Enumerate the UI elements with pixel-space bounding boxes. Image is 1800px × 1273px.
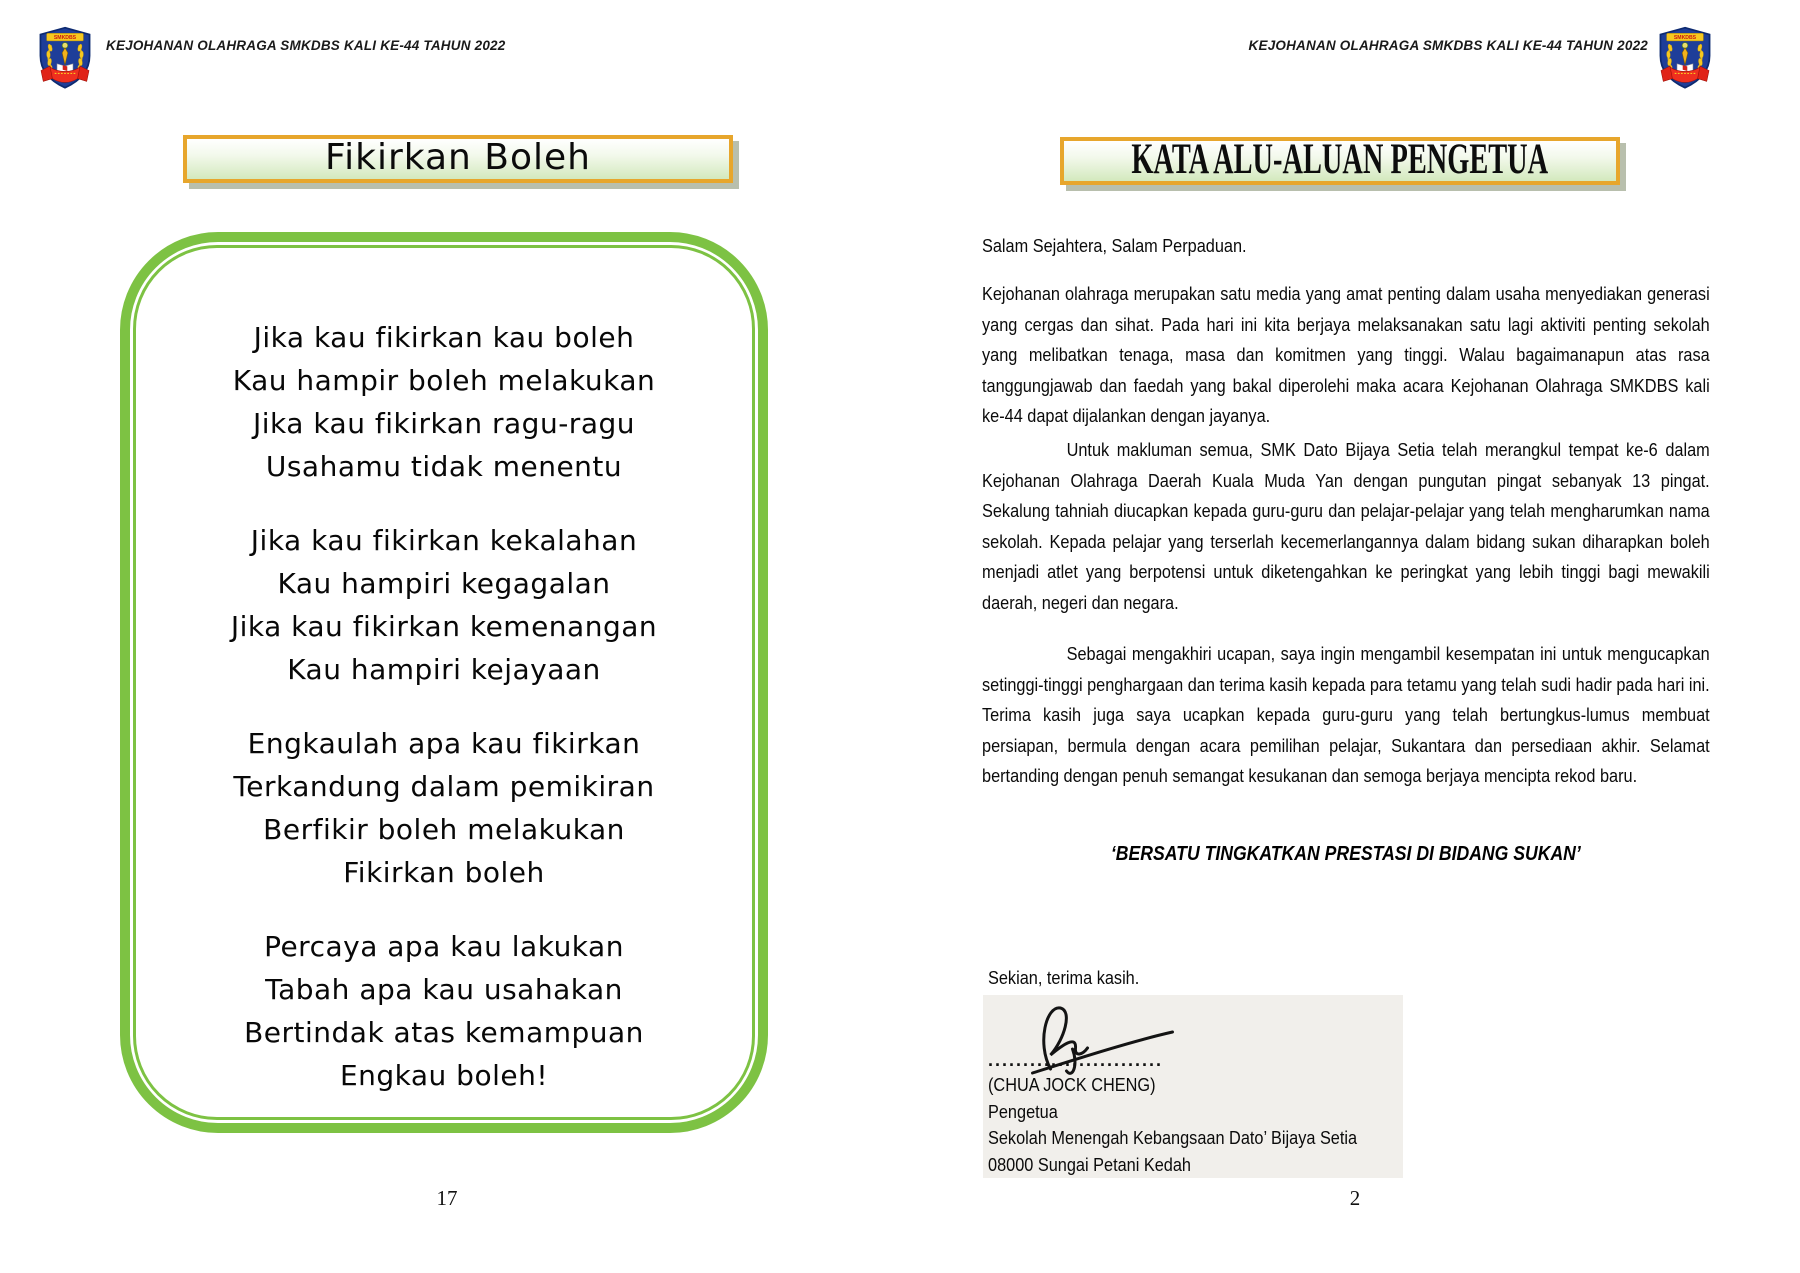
poem-border-box: [120, 232, 768, 1133]
poem-title: Fikirkan Boleh: [325, 137, 591, 178]
poem-stanza-4: [130, 925, 758, 1097]
greeting-line: Salam Sejahtera, Salam Perpaduan.: [982, 235, 1247, 256]
speech-title: KATA ALU-ALUAN PENGETUA: [1131, 135, 1549, 183]
poem-line: Kau hampiri kegagalan: [277, 567, 611, 600]
poem-line: Berfikir boleh melakukan: [263, 813, 625, 846]
poem-stanza-3: [130, 722, 758, 894]
signatory-name: (CHUA JOCK CHENG): [988, 1074, 1156, 1095]
poem-line: Tabah apa kau usahakan: [265, 973, 623, 1006]
speech-paragraph-1: Kejohanan olahraga merupakan satu media yang amat penting dalam usaha menyediakan generasi yang cergas dan sihat. Pada hari ini kita berjaya melaksanakan satu lagi aktiviti penting sekolah yang melibatkan tenaga, masa dan komitmen yang tinggi. Walau bagaimanapun atas rasa tanggungjawab dan faedah yang bakal diperolehi maka acara Kejohanan Olahraga SMKDBS kali ke-44 dapat dijalankan dengan jayanya.: [982, 283, 1710, 426]
poem-line: Kau hampir boleh melakukan: [232, 364, 656, 397]
speech-paragraph-3: Sebagai mengakhiri ucapan, saya ingin mengambil kesempatan ini untuk mengucapkan setinggi-tinggi penghargaan dan terima kasih kepada para tetamu yang telah sudi hadir pada hari ini. Terima kasih juga saya ucapkan kepada guru-guru yang telah bertungkus-lumus membuat persiapan, bermula dengan acara pemilihan pelajar, Sukantara dan persediaan akhir. Selamat bertanding dengan penuh semangat kesukanan dan semoga berjaya mencipta rekod baru.: [982, 643, 1710, 786]
signatory-school: Sekolah Menengah Kebangsaan Dato’ Bijaya Setia: [988, 1127, 1358, 1148]
running-header-left: KEJOHANAN OLAHRAGA SMKDBS KALI KE-44 TAHUN 2022: [106, 38, 506, 53]
school-crest-logo: [1656, 26, 1714, 90]
poem-line: Bertindak atas kemampuan: [244, 1016, 644, 1049]
poem-line: Usahamu tidak menentu: [265, 450, 623, 483]
page-number-left: 17: [436, 1186, 458, 1210]
signatory-address: 08000 Sungai Petani Kedah: [988, 1153, 1192, 1175]
running-header-right: KEJOHANAN OLAHRAGA SMKDBS KALI KE-44 TAHUN 2022: [1248, 38, 1648, 53]
poem-stanza-2: [130, 519, 758, 691]
poem-line: Jika kau fikirkan kau boleh: [253, 321, 635, 354]
poem-line: Jika kau fikirkan ragu-ragu: [253, 407, 635, 440]
speech-title-banner: [1060, 137, 1620, 185]
speech-paragraph-2: Untuk makluman semua, SMK Dato Bijaya Setia telah merangkul tempat ke-6 dalam Kejohanan Olahraga Daerah Kuala Muda Yan dengan pungutan pingat sebanyak 13 pingat. Sekalung tahniah diucapkan kepada guru-guru dan pelajar-pelajar yang telah mengharumkan nama sekolah. Kepada pelajar yang terserlah kecemerlangannya dalam bidang sukan diharapkan boleh menjadi atlet yang berpotensi untuk diketengahkan ke peringkat yang lebih tinggi bagi mewakili daerah, negeri dan negara.: [982, 439, 1710, 613]
signature-dotted-line: .........................: [988, 1050, 1164, 1070]
poem-line: Jika kau fikirkan kekalahan: [250, 524, 638, 557]
crest-name-text: SMKDBS: [53, 35, 77, 42]
poem-title-banner: [183, 135, 733, 183]
signatory-title: Pengetua: [988, 1100, 1058, 1122]
signature-block: [988, 1072, 1446, 1178]
poem-line: Terkandung dalam pemikiran: [233, 770, 655, 803]
poem-line: Engkaulah apa kau fikirkan: [247, 727, 641, 760]
poem-line: Percaya apa kau lakukan: [264, 930, 624, 963]
poem-line: Engkau boleh!: [339, 1059, 549, 1092]
slogan-line: ‘BERSATU TINGKATKAN PRESTASI DI BIDANG SUKAN’: [1110, 843, 1581, 865]
crest-name-text: SMKDBS: [1673, 35, 1697, 42]
poem-line: Fikirkan boleh: [343, 856, 545, 889]
school-crest-logo: [36, 26, 94, 90]
page-number-right: 2: [1349, 1186, 1361, 1210]
poem-line: Jika kau fikirkan kemenangan: [230, 610, 658, 643]
closing-line: Sekian, terima kasih.: [988, 967, 1140, 988]
poem-text: [130, 316, 758, 1128]
poem-stanza-1: [130, 316, 758, 488]
poem-line: Kau hampiri kejayaan: [287, 653, 601, 686]
